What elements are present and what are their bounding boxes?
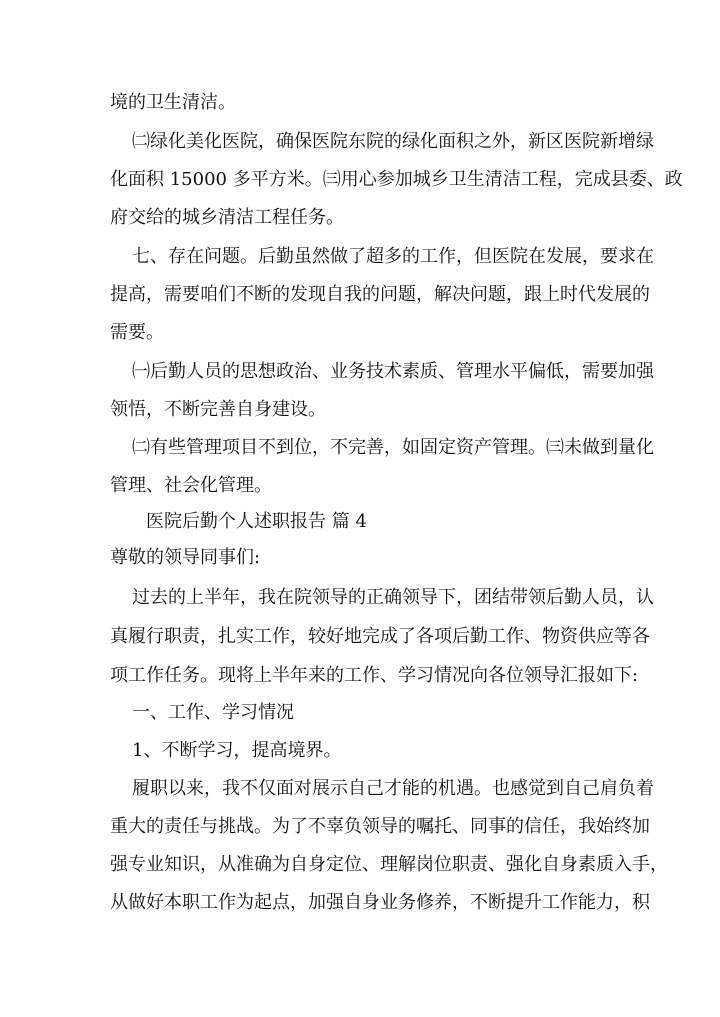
text-line: 境的卫生清洁。 — [110, 92, 236, 113]
text-line: ㈡有些管理项目不到位，不完善，如固定资产管理。㈢未做到量化 — [132, 437, 654, 458]
text-line: 项工作任务。现将上半年来的工作、学习情况向各位领导汇报如下: — [110, 665, 639, 686]
text-line: 领悟，不断完善自身建设。 — [110, 399, 326, 420]
text-line: 七、存在问题。后勤虽然做了超多的工作，但医院在发展，要求在 — [132, 246, 654, 267]
text-line: 从做好本职工作为起点，加强自身业务修养，不断提升工作能力，积 — [110, 892, 650, 913]
text-line: 府交给的城乡清洁工程任务。 — [110, 207, 344, 228]
subheading: 一、工作、学习情况 — [132, 702, 294, 723]
text-line: 化面积 15000 多平方米。㈢用心参加城乡卫生清洁工程，完成县委、政 — [110, 169, 683, 190]
text-line: 提高，需要咱们不断的发现自我的问题，解决问题，跟上时代发展的 — [110, 284, 650, 305]
text-line: 需要。 — [110, 322, 164, 343]
section-heading: 医院后勤个人述职报告 篇 4 — [146, 511, 367, 532]
subheading: 1、不断学习，提高境界。 — [132, 740, 342, 761]
text-line: 过去的上半年，我在院领导的正确领导下，团结带领后勤人员，认 — [132, 587, 654, 608]
text-line: 强专业知识，从准确为自身定位、理解岗位职责、强化自身素质入手， — [110, 854, 668, 875]
text-line: ㈠后勤人员的思想政治、业务技术素质、管理水平偏低，需要加强 — [132, 361, 654, 382]
text-line: 管理、社会化管理。 — [110, 475, 272, 496]
text-line: 重大的责任与挑战。为了不辜负领导的嘱托、同事的信任，我始终加 — [110, 816, 650, 837]
text-line: ㈡绿化美化医院，确保医院东院的绿化面积之外，新区医院新增绿 — [132, 131, 654, 152]
salutation: 尊敬的领导同事们: — [110, 547, 261, 568]
text-line: 真履行职责，扎实工作，较好地完成了各项后勤工作、物资供应等各 — [110, 626, 650, 647]
text-line: 履职以来，我不仅面对展示自己才能的机遇。也感觉到自己肩负着 — [132, 778, 654, 799]
